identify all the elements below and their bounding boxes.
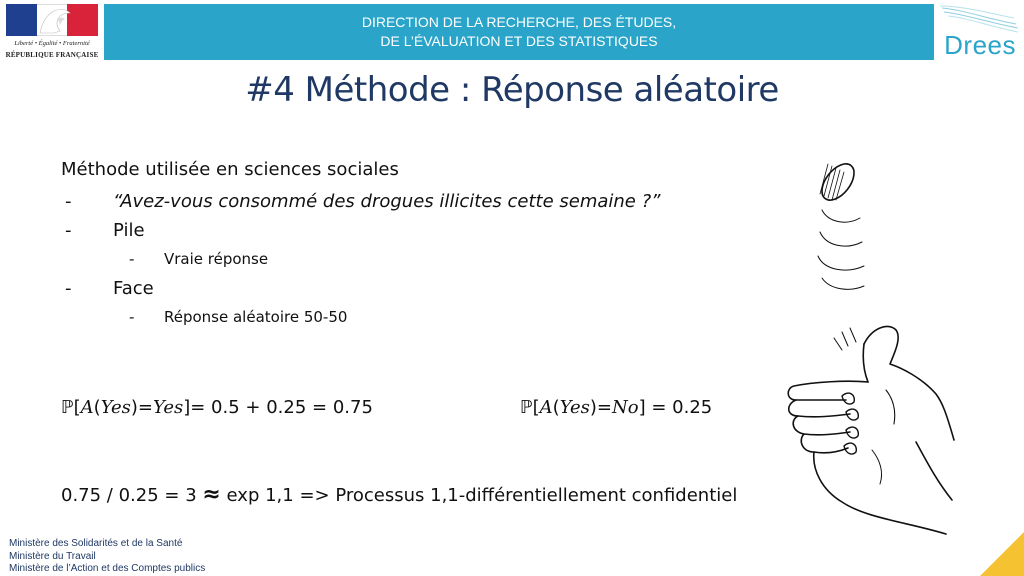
pile-label: Pile — [113, 220, 145, 241]
formula-result: ]= 0.5 + 0.25 = 0.75 — [183, 397, 373, 418]
bullet-dash: - — [65, 278, 72, 299]
republique-francaise-logo — [4, 4, 100, 60]
banner-line-2: DE L’ÉVALUATION ET DES STATISTIQUES — [380, 33, 658, 49]
bullet-dash: - — [65, 220, 72, 241]
corner-decoration — [980, 532, 1024, 576]
formula-a: A — [539, 397, 553, 418]
intro-text: Méthode utilisée en sciences sociales — [61, 159, 399, 180]
bullet-dash: - — [129, 250, 135, 268]
formula-paren: ( — [93, 397, 101, 418]
face-label: Face — [113, 278, 154, 299]
drees-brand: Drees — [944, 30, 1016, 60]
question-text: “Avez-vous consommé des drogues illicites cette semaine ?” — [113, 191, 661, 212]
formula-eq: )= — [589, 397, 613, 418]
formula-yes: Yes — [559, 397, 590, 418]
conclusion-text — [61, 481, 741, 510]
bullet-dash: - — [65, 191, 72, 212]
list-item-face — [61, 274, 761, 303]
formula-eq: )= — [130, 397, 154, 418]
footer-ministries — [9, 538, 205, 576]
formula-prob-symbol: ℙ[ — [520, 397, 540, 418]
footer-line-2: Ministère du Travail — [9, 550, 96, 562]
list-item-question — [61, 187, 761, 216]
footer-line-3: Ministère de l’Action et des Comptes publics — [9, 563, 206, 574]
formula-prob-symbol: ℙ[ — [61, 397, 81, 418]
header-banner — [104, 4, 934, 60]
formula-yes: Yes — [153, 397, 184, 418]
list-item-pile — [61, 216, 761, 245]
approx-symbol: ≈ — [202, 482, 221, 507]
formula-yes-yes — [61, 397, 373, 418]
formula-result: ] = 0.25 — [638, 397, 713, 418]
face-sub-label: Réponse aléatoire 50-50 — [164, 308, 348, 326]
footer-line-1: Ministère des Solidarités et de la Santé — [9, 538, 183, 549]
tricolor-flag — [6, 4, 98, 36]
slide-content — [61, 156, 761, 332]
slide-title: #4 Méthode : Réponse aléatoire — [245, 70, 779, 110]
formula-a: A — [80, 397, 94, 418]
formula-yes-no — [520, 397, 712, 418]
drees-logo — [934, 4, 1020, 60]
conclusion-part-2: exp 1,1 => Processus 1,1-différentiellement confidentiel — [220, 485, 738, 506]
republique-francaise-label: RÉPUBLIQUE FRANÇAISE — [5, 51, 99, 59]
formula-yes: Yes — [100, 397, 131, 418]
bullet-dash: - — [129, 308, 135, 326]
formula-no: No — [612, 397, 639, 418]
conclusion-part-1: 0.75 / 0.25 = 3 — [61, 485, 203, 506]
banner-line-1: DIRECTION DE LA RECHERCHE, DES ÉTUDES, — [361, 14, 677, 30]
list-item-pile-sub — [61, 245, 761, 274]
formula-paren: ( — [552, 397, 560, 418]
list-item-face-sub — [61, 303, 761, 332]
coin-flip-hand-icon — [776, 150, 961, 540]
pile-sub-label: Vraie réponse — [164, 250, 269, 268]
republic-motto: Liberté • Égalité • Fraternité — [14, 40, 90, 47]
marianne-logo-icon — [30, 5, 74, 35]
